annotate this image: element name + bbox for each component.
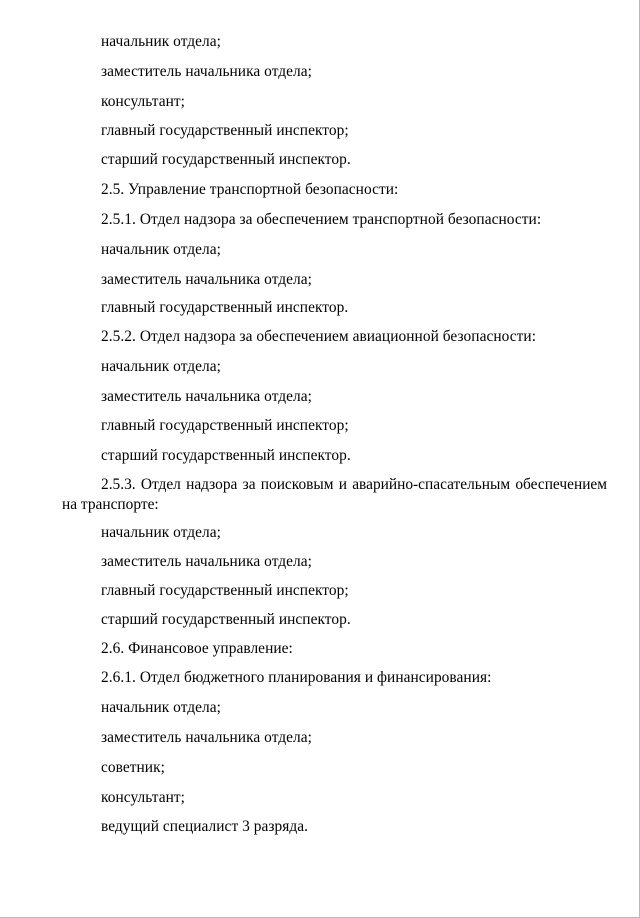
- section-heading: 2.6. Финансовое управление:: [101, 640, 293, 657]
- text-line: главный государственный инспектор.: [101, 299, 349, 316]
- text-line: главный государственный инспектор;: [101, 122, 349, 139]
- section-heading: 2.5. Управление транспортной безопасности:: [101, 181, 399, 198]
- text-line: начальник отдела;: [101, 358, 221, 375]
- subsection-heading: 2.6.1. Отдел бюджетного планирования и финансирования:: [101, 669, 492, 686]
- subsection-heading: 2.5.1. Отдел надзора за обеспечением транспортной безопасности:: [101, 211, 542, 228]
- text-line: старший государственный инспектор.: [101, 447, 351, 464]
- text-line: советник;: [101, 759, 165, 776]
- text-line: консультант;: [101, 93, 185, 110]
- text-line: старший государственный инспектор.: [101, 611, 351, 628]
- text-line: начальник отдела;: [101, 699, 221, 716]
- text-line: начальник отдела;: [101, 524, 221, 541]
- text-line: главный государственный инспектор;: [101, 417, 349, 434]
- text-line: главный государственный инспектор;: [101, 582, 349, 599]
- text-line: заместитель начальника отдела;: [101, 553, 312, 570]
- text-line: начальник отдела;: [101, 241, 221, 258]
- text-line: заместитель начальника отдела;: [101, 63, 312, 80]
- text-line: заместитель начальника отдела;: [101, 271, 312, 288]
- subsection-heading: 2.5.3. Отдел надзора за поисковым и аварийно-спасательным обеспечением на транспорте:: [62, 476, 607, 513]
- text-line: заместитель начальника отдела;: [101, 729, 312, 746]
- text-line: ведущий специалист 3 разряда.: [101, 818, 309, 835]
- subsection-heading: 2.5.2. Отдел надзора за обеспечением авиационной безопасности:: [101, 328, 537, 345]
- text-line: заместитель начальника отдела;: [101, 388, 312, 405]
- text-line: старший государственный инспектор.: [101, 151, 351, 168]
- text-line: начальник отдела;: [101, 33, 221, 50]
- text-line: консультант;: [101, 789, 185, 806]
